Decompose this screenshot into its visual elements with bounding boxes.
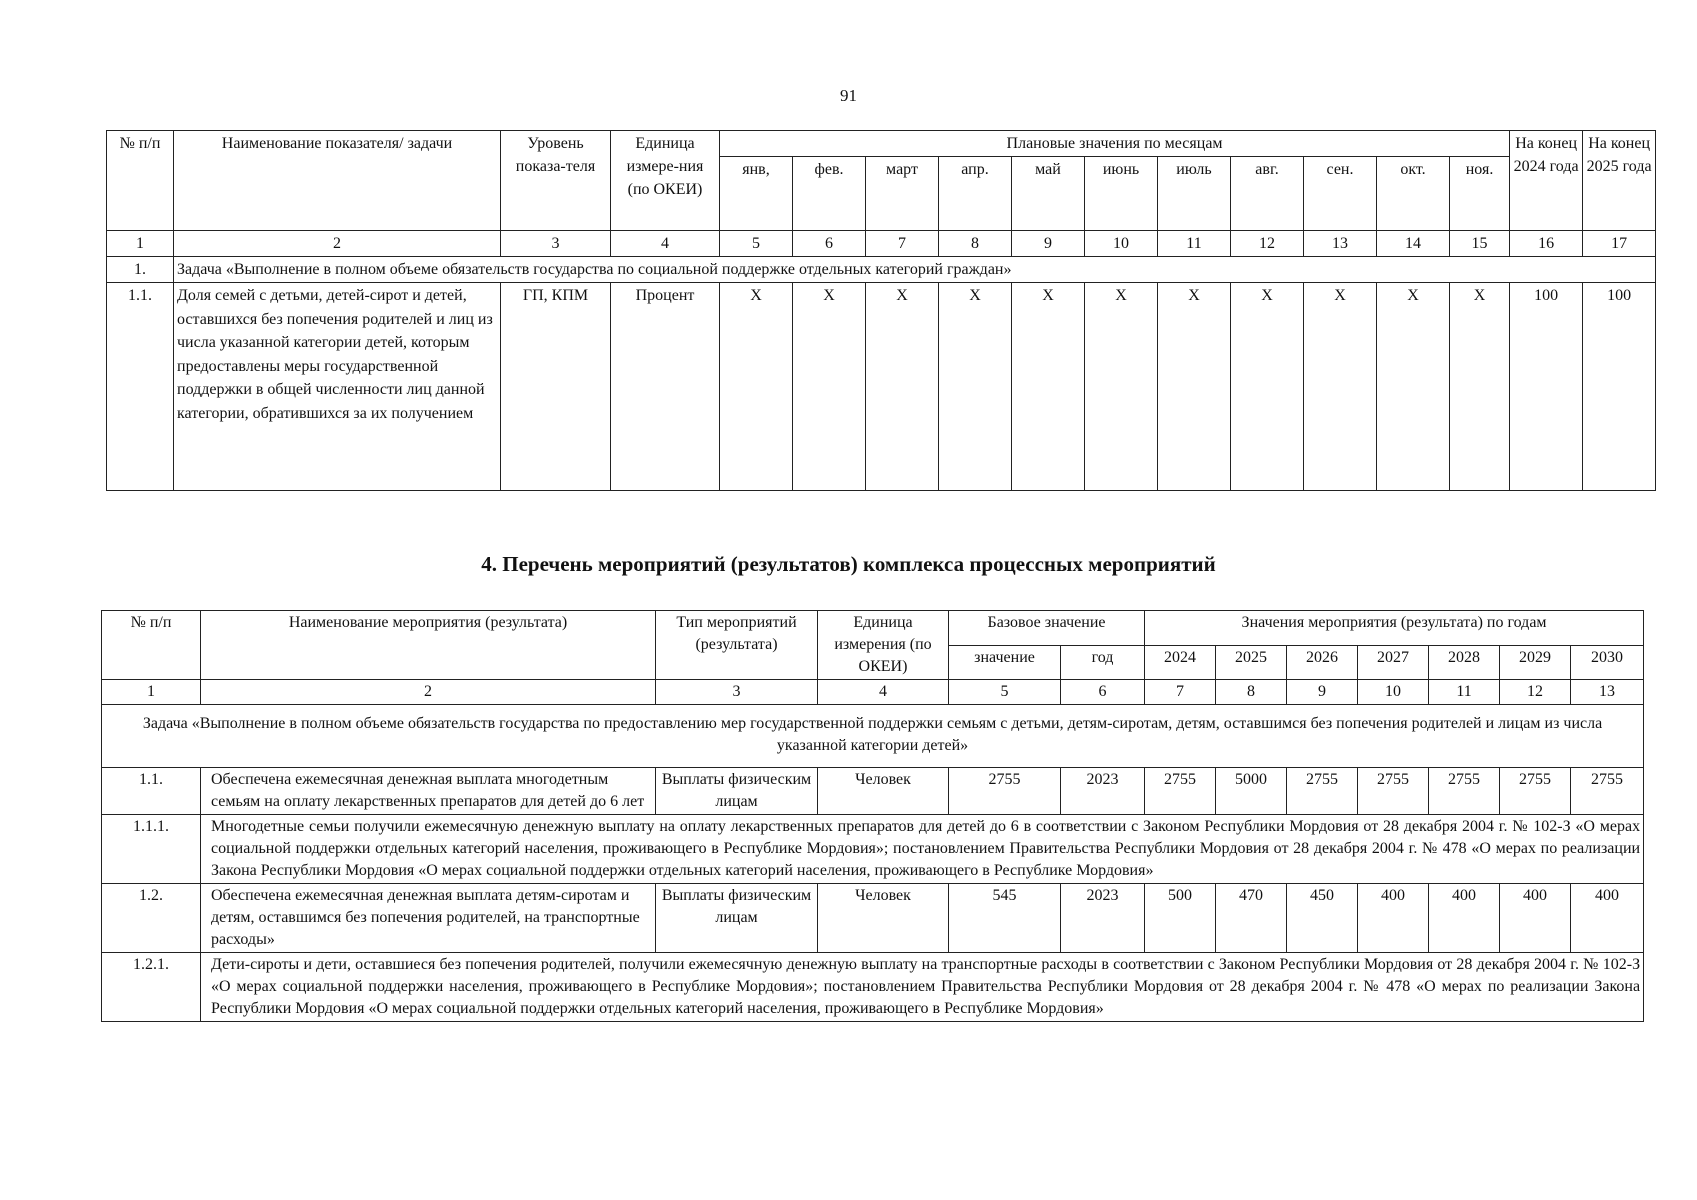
table-row: [102, 768, 1644, 815]
col-number: 8: [939, 231, 1012, 257]
activity-name: Обеспечена ежемесячная денежная выплата многодетным семьям на оплату лекарственных препаратов для детей до 6 лет: [201, 768, 656, 815]
col-number: 6: [1061, 680, 1145, 705]
header-year: 2026: [1287, 645, 1358, 680]
col-number: 4: [818, 680, 949, 705]
row-number: 1.1.1.: [102, 815, 201, 884]
header-month: фев.: [793, 157, 866, 231]
col-number: 12: [1231, 231, 1304, 257]
base-year: 2023: [1061, 768, 1145, 815]
indicator-unit: Процент: [611, 283, 720, 491]
col-number: 11: [1158, 231, 1231, 257]
year-value: 5000: [1216, 768, 1287, 815]
col-number: 2: [201, 680, 656, 705]
month-value: Х: [866, 283, 939, 491]
year-value: 2755: [1500, 768, 1571, 815]
activities-table: [101, 610, 1644, 1022]
col-number: 4: [611, 231, 720, 257]
col-number: 15: [1450, 231, 1510, 257]
col-number: 16: [1510, 231, 1583, 257]
header-year: 2024: [1145, 645, 1216, 680]
year-value: 400: [1500, 884, 1571, 953]
header-month: июнь: [1085, 157, 1158, 231]
activity-unit: Человек: [818, 768, 949, 815]
col-number: 1: [102, 680, 201, 705]
header-planned: Плановые значения по месяцам: [720, 131, 1510, 157]
month-value: Х: [1450, 283, 1510, 491]
base-year: 2023: [1061, 884, 1145, 953]
table-row: [102, 884, 1644, 953]
header-num: № п/п: [102, 611, 201, 680]
table-row: [102, 815, 1644, 884]
activity-unit: Человек: [818, 884, 949, 953]
col-number: 10: [1085, 231, 1158, 257]
col-number: 7: [1145, 680, 1216, 705]
col-number: 10: [1358, 680, 1429, 705]
header-year: 2030: [1571, 645, 1644, 680]
base-value: 545: [949, 884, 1061, 953]
header-base: Базовое значение: [949, 611, 1145, 646]
result-description: Дети-сироты и дети, оставшиеся без попечения родителей, получили ежемесячную денежную выплату на транспортные расходы в соответствии с Законом Республики Мордовия от 28 декабря 2004 г. № 102-З «О мерах социальной поддержки населения, проживающего в Республике Мордовия»; постановлением Правительства Республики Мордовия от 28 декабря 2004 г. № 478 «О мерах по реализации Закона Республики Мордовия «О мерах социальной поддержки отдельных категорий населения, проживающего в Республике Мордовия»: [201, 953, 1644, 1022]
column-numbers-row: [102, 680, 1644, 705]
header-base-year: год: [1061, 645, 1145, 680]
month-value: Х: [1012, 283, 1085, 491]
col-number: 3: [501, 231, 611, 257]
year-value: 2755: [1429, 768, 1500, 815]
col-number: 3: [656, 680, 818, 705]
month-value: Х: [1085, 283, 1158, 491]
year-value: 400: [1358, 884, 1429, 953]
header-level: Уровень показа-теля: [501, 131, 611, 231]
col-number: 9: [1012, 231, 1085, 257]
year-value: 500: [1145, 884, 1216, 953]
header-month: март: [866, 157, 939, 231]
indicator-name: Доля семей с детьми, детей-сирот и детей, оставшихся без попечения родителей и лиц из числа указанной категории детей, которым предоставлены меры государственной поддержки в общей численности лиц данной категории, обратившихся за их получением: [174, 283, 501, 491]
base-value: 2755: [949, 768, 1061, 815]
header-year: 2028: [1429, 645, 1500, 680]
row-number: 1.1.: [107, 283, 174, 491]
month-value: Х: [939, 283, 1012, 491]
header-values: Значения мероприятия (результата) по годам: [1145, 611, 1644, 646]
header-end-2024: На конец 2024 года: [1510, 131, 1583, 231]
end-2025-value: 100: [1583, 283, 1656, 491]
header-base-value: значение: [949, 645, 1061, 680]
header-unit: Единица измерения (по ОКЕИ): [818, 611, 949, 680]
year-value: 2755: [1571, 768, 1644, 815]
month-value: Х: [1231, 283, 1304, 491]
result-description: Многодетные семьи получили ежемесячную денежную выплату на оплату лекарственных препаратов для детей до 6 в соответствии с Законом Республики Мордовия от 28 декабря 2004 г. № 102-З «О мерах социальной поддержки отдельных категорий населения, проживающего в Республике Мордовия»; постановлением Правительства Республики Мордовия от 28 декабря 2004 г. № 478 «О мерах по реализации Закона Республики Мордовия «О мерах социальной поддержки отдельных категорий населения, проживающего в Республике Мордовия»: [201, 815, 1644, 884]
task-row: [102, 705, 1644, 768]
year-value: 2755: [1358, 768, 1429, 815]
row-number: 1.1.: [102, 768, 201, 815]
col-number: 12: [1500, 680, 1571, 705]
col-number: 6: [793, 231, 866, 257]
col-number: 17: [1583, 231, 1656, 257]
col-number: 14: [1377, 231, 1450, 257]
year-value: 450: [1287, 884, 1358, 953]
table-row: [102, 953, 1644, 1022]
indicators-table: [106, 130, 1656, 491]
year-value: 2755: [1145, 768, 1216, 815]
col-number: 9: [1287, 680, 1358, 705]
header-month: сен.: [1304, 157, 1377, 231]
header-month: апр.: [939, 157, 1012, 231]
col-number: 13: [1304, 231, 1377, 257]
header-name: Наименование мероприятия (результата): [201, 611, 656, 680]
year-value: 470: [1216, 884, 1287, 953]
col-number: 2: [174, 231, 501, 257]
header-unit: Единица измере-ния (по ОКЕИ): [611, 131, 720, 231]
col-number: 1: [107, 231, 174, 257]
column-numbers-row: [107, 231, 1656, 257]
month-value: Х: [720, 283, 793, 491]
header-month: авг.: [1231, 157, 1304, 231]
row-number: 1.2.: [102, 884, 201, 953]
col-number: 13: [1571, 680, 1644, 705]
year-value: 2755: [1287, 768, 1358, 815]
activity-type: Выплаты физическим лицам: [656, 768, 818, 815]
col-number: 8: [1216, 680, 1287, 705]
month-value: Х: [1377, 283, 1450, 491]
page-number: 91: [840, 86, 857, 105]
task-text: Задача «Выполнение в полном объеме обязательств государства по социальной поддержке отдельных категорий граждан»: [174, 257, 1656, 283]
activity-type: Выплаты физическим лицам: [656, 884, 818, 953]
month-value: Х: [793, 283, 866, 491]
header-month: июль: [1158, 157, 1231, 231]
activity-name: Обеспечена ежемесячная денежная выплата детям-сиротам и детям, оставшимся без попечения родителей, на транспортные расходы»: [201, 884, 656, 953]
end-2024-value: 100: [1510, 283, 1583, 491]
year-value: 400: [1571, 884, 1644, 953]
header-year: 2025: [1216, 645, 1287, 680]
month-value: Х: [1304, 283, 1377, 491]
header-num: № п/п: [107, 131, 174, 231]
col-number: 11: [1429, 680, 1500, 705]
col-number: 5: [720, 231, 793, 257]
header-month: ноя.: [1450, 157, 1510, 231]
header-end-2025: На конец 2025 года: [1583, 131, 1656, 231]
task-number: 1.: [107, 257, 174, 283]
col-number: 7: [866, 231, 939, 257]
header-name: Наименование показателя/ задачи: [174, 131, 501, 231]
header-month: окт.: [1377, 157, 1450, 231]
row-number: 1.2.1.: [102, 953, 201, 1022]
indicator-level: ГП, КПМ: [501, 283, 611, 491]
table-row: [107, 283, 1656, 491]
year-value: 400: [1429, 884, 1500, 953]
header-type: Тип мероприятий (результата): [656, 611, 818, 680]
section-title: 4. Перечень мероприятий (результатов) комплекса процессных мероприятий: [481, 552, 1216, 576]
month-value: Х: [1158, 283, 1231, 491]
header-month: май: [1012, 157, 1085, 231]
task-text: Задача «Выполнение в полном объеме обязательств государства по предоставлению мер государственной поддержки семьям с детьми, детям-сиротам, детям, оставшимся без попечения родителей и лицам из числа указанной категории детей»: [102, 705, 1644, 768]
header-year: 2029: [1500, 645, 1571, 680]
header-year: 2027: [1358, 645, 1429, 680]
task-row: [107, 257, 1656, 283]
col-number: 5: [949, 680, 1061, 705]
header-month: янв,: [720, 157, 793, 231]
